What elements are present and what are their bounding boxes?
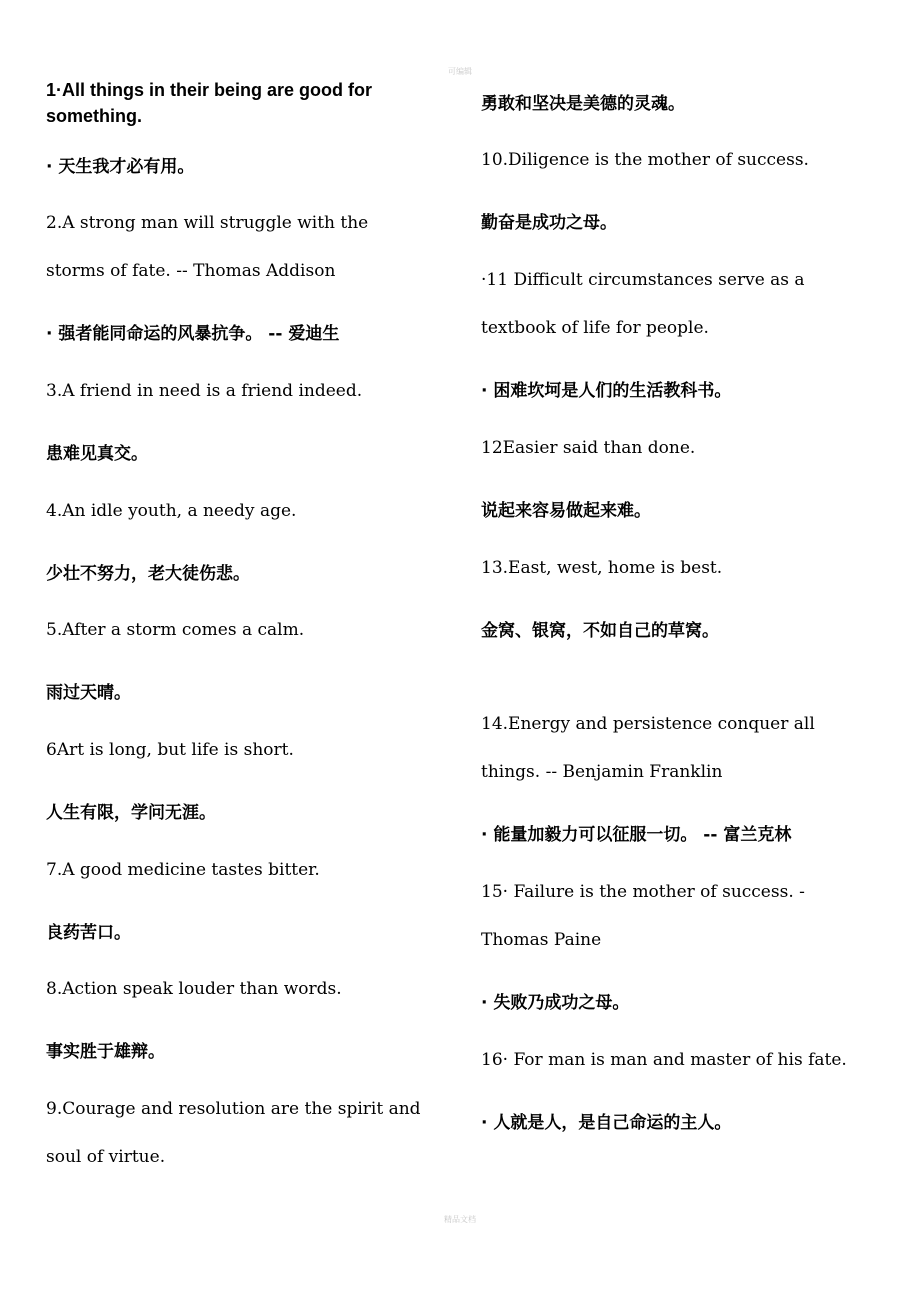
quote-3-en: 3.A friend in need is a friend indeed. [46, 381, 363, 401]
quote-14-en-line-1: 14.Energy and persistence conquer all [481, 714, 815, 734]
quote-10-en: 10.Diligence is the mother of success. [481, 150, 809, 170]
quote-7-en: 7.A good medicine tastes bitter. [46, 860, 320, 880]
quote-9-en-line-1: 9.Courage and resolution are the spirit and [46, 1099, 421, 1119]
quote-8-en: 8.Action speak louder than words. [46, 979, 342, 999]
quote-16-en: 16· For man is man and master of his fate. [481, 1050, 847, 1070]
page-footer: 精品文档 [444, 1215, 476, 1224]
quote-12-zh: 说起来容易做起来难。 [481, 501, 651, 521]
quote-11-en-line-2: textbook of life for people. [481, 318, 709, 338]
quote-13-zh: 金窝、银窝，不如自己的草窝。 [481, 621, 719, 641]
quote-9-en-line-2: soul of virtue. [46, 1147, 166, 1167]
quote-16-zh: · 人就是人，是自己命运的主人。 [481, 1113, 732, 1133]
quote-11-zh: · 困难坎坷是人们的生活教科书。 [481, 381, 732, 401]
quote-4-en: 4.An idle youth, a needy age. [46, 501, 297, 521]
quote-9-zh: 勇敢和坚决是美德的灵魂。 [481, 94, 685, 114]
quote-10-zh: 勤奋是成功之母。 [481, 213, 617, 233]
quote-1-zh: · 天生我才必有用。 [46, 157, 195, 177]
quote-8-zh: 事实胜于雄辩。 [46, 1042, 165, 1062]
quote-15-en-line-2: Thomas Paine [481, 930, 602, 950]
quote-12-en: 12Easier said than done. [481, 438, 696, 458]
quote-2-zh: · 强者能同命运的风暴抗争。 -- 爱迪生 [46, 324, 340, 344]
quote-15-en-line-1: 15· Failure is the mother of success. - [481, 882, 805, 902]
quote-2-en-line-1: 2.A strong man will struggle with the [46, 213, 369, 233]
quote-5-en: 5.After a storm comes a calm. [46, 620, 305, 640]
quote-3-zh: 患难见真交。 [46, 444, 148, 464]
quote-6-en: 6Art is long, but life is short. [46, 740, 294, 760]
quote-7-zh: 良药苦口。 [46, 923, 131, 943]
quote-2-en-line-2: storms of fate. -- Thomas Addison [46, 261, 336, 281]
page-header: 可编辑 [448, 67, 472, 76]
quote-11-en-line-1: ·11 Difficult circumstances serve as a [481, 270, 805, 290]
quote-4-zh: 少壮不努力，老大徒伤悲。 [46, 564, 250, 584]
quote-6-zh: 人生有限，学问无涯。 [46, 803, 216, 823]
quote-14-en-line-2: things. -- Benjamin Franklin [481, 762, 723, 782]
quote-14-zh: · 能量加毅力可以征服一切。 -- 富兰克林 [481, 825, 792, 845]
quote-5-zh: 雨过天晴。 [46, 683, 131, 703]
quote-1-en-line-2: something. [46, 106, 143, 126]
quote-1-en-line-1: 1·All things in their being are good for [46, 80, 373, 100]
quote-15-zh: · 失败乃成功之母。 [481, 993, 630, 1013]
quote-13-en: 13.East, west, home is best. [481, 558, 723, 578]
